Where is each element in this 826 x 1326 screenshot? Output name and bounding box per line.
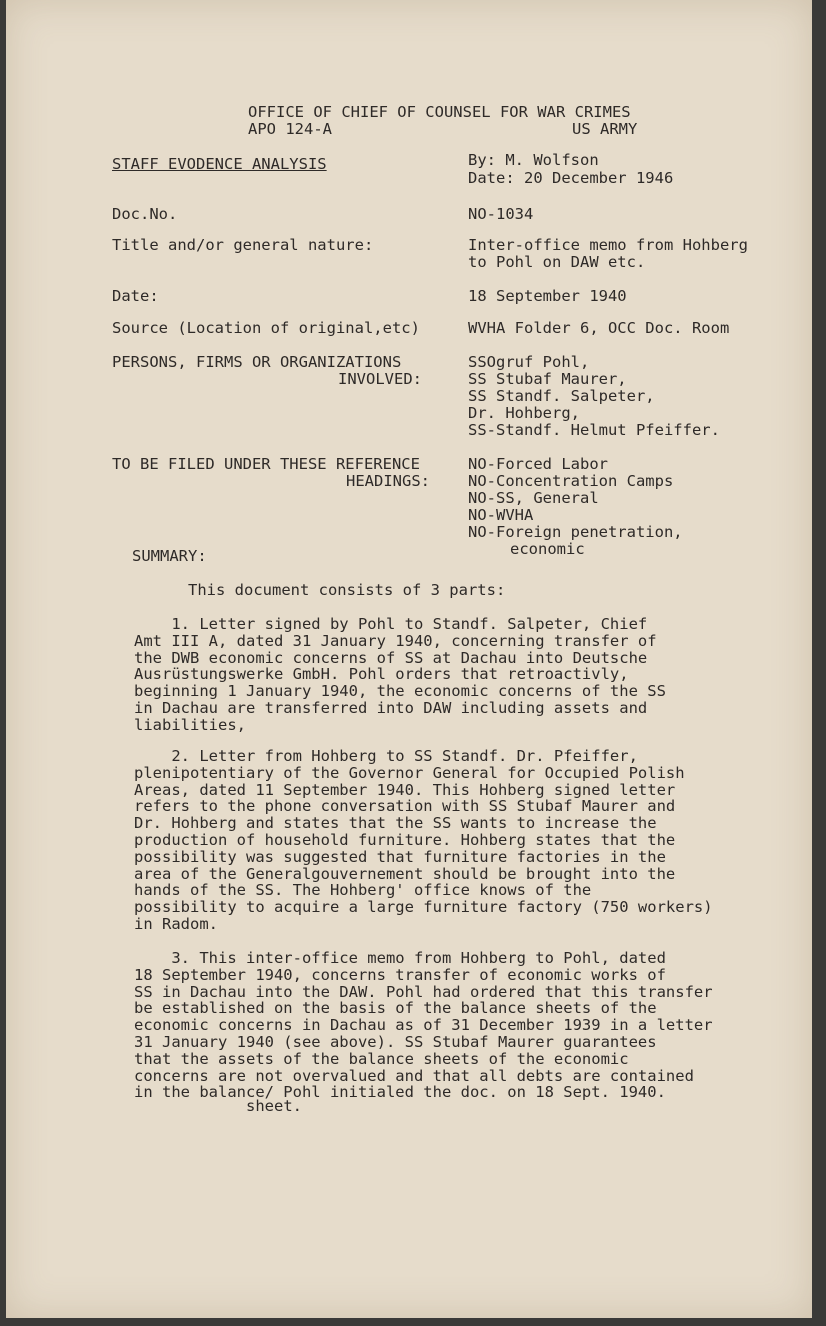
- army-label: US ARMY: [572, 120, 638, 138]
- heading-item: NO-SS, General: [468, 489, 599, 507]
- date-label: Date:: [112, 287, 159, 305]
- date-value: 18 September 1940: [468, 287, 627, 305]
- person-item: SSOgruf Pohl,: [468, 353, 590, 371]
- person-item: SS Standf. Salpeter,: [468, 387, 655, 405]
- summary-paragraph-3-insert: sheet.: [246, 1097, 302, 1115]
- heading-item: economic: [510, 540, 585, 558]
- heading-item: NO-Forced Labor: [468, 455, 608, 473]
- doc-no-value: NO-1034: [468, 205, 534, 223]
- analysis-date: Date: 20 December 1946: [468, 169, 674, 187]
- heading-item: NO-Foreign penetration,: [468, 523, 683, 541]
- persons-label-line1: PERSONS, FIRMS OR ORGANIZATIONS: [112, 353, 402, 371]
- summary-intro: This document consists of 3 parts:: [188, 581, 506, 599]
- person-item: SS Stubaf Maurer,: [468, 370, 627, 388]
- heading-item: NO-WVHA: [468, 506, 534, 524]
- source-label: Source (Location of original,etc): [112, 319, 420, 337]
- source-value: WVHA Folder 6, OCC Doc. Room: [468, 319, 730, 337]
- analyst-name: By: M. Wolfson: [468, 151, 599, 169]
- summary-label: SUMMARY:: [132, 547, 207, 565]
- doc-no-label: Doc.No.: [112, 205, 178, 223]
- heading-item: NO-Concentration Camps: [468, 472, 674, 490]
- headings-label-line1: TO BE FILED UNDER THESE REFERENCE: [112, 455, 420, 473]
- headings-label-line2: HEADINGS:: [346, 472, 430, 490]
- person-item: SS-Standf. Helmut Pfeiffer.: [468, 421, 720, 439]
- title-label: Title and/or general nature:: [112, 236, 374, 254]
- office-header: OFFICE OF CHIEF OF COUNSEL FOR WAR CRIMES: [248, 103, 631, 121]
- apo-number: APO 124-A: [248, 120, 332, 138]
- persons-label-line2: INVOLVED:: [338, 370, 422, 388]
- title-value-line2: to Pohl on DAW etc.: [468, 253, 646, 271]
- person-item: Dr. Hohberg,: [468, 404, 580, 422]
- document-page: [6, 0, 812, 1318]
- summary-paragraph-2: 2. Letter from Hohberg to SS Standf. Dr. Pfeiffer, plenipotentiary of the Governor General for Occupied Polish Areas, dated 11 September 1940. This Hohberg signed letter refers to the phone conversation with SS Stubaf Maurer and Dr. Hohberg and states that the SS wants to increase the production of household furniture. Hohberg states that the possibility was suggested that furniture factories in the area of the Generalgouvernement should be brought into the hands of the SS. The Hohberg' office knows of the possibility to acquire a large furniture factory (750 workers) in Radom.: [134, 747, 713, 933]
- summary-paragraph-1: 1. Letter signed by Pohl to Standf. Salpeter, Chief Amt III A, dated 31 January 1940, concerning transfer of the DWB economic concerns of SS at Dachau into Deutsche Ausrüstungswerke GmbH. Pohl orders that retroactivly, beginning 1 January 1940, the economic concerns of the SS in Dachau are transferred into DAW including assets and liabilities,: [134, 615, 666, 734]
- analysis-title: STAFF EVODENCE ANALYSIS: [112, 155, 327, 173]
- title-value-line1: Inter-office memo from Hohberg: [468, 236, 748, 254]
- summary-paragraph-3: 3. This inter-office memo from Hohberg to Pohl, dated 18 September 1940, concerns transfer of economic works of SS in Dachau into the DAW. Pohl had ordered that this transfer be established on the basis of the balance sheets of the economic concerns in Dachau as of 31 December 1939 in a letter 31 January 1940 (see above). SS Stubaf Maurer guarantees that the assets of the balance sheets of the economic concerns are not overvalued and that all debts are contained in the balance/ Pohl initialed the doc. on 18 Sept. 1940.: [134, 949, 713, 1102]
